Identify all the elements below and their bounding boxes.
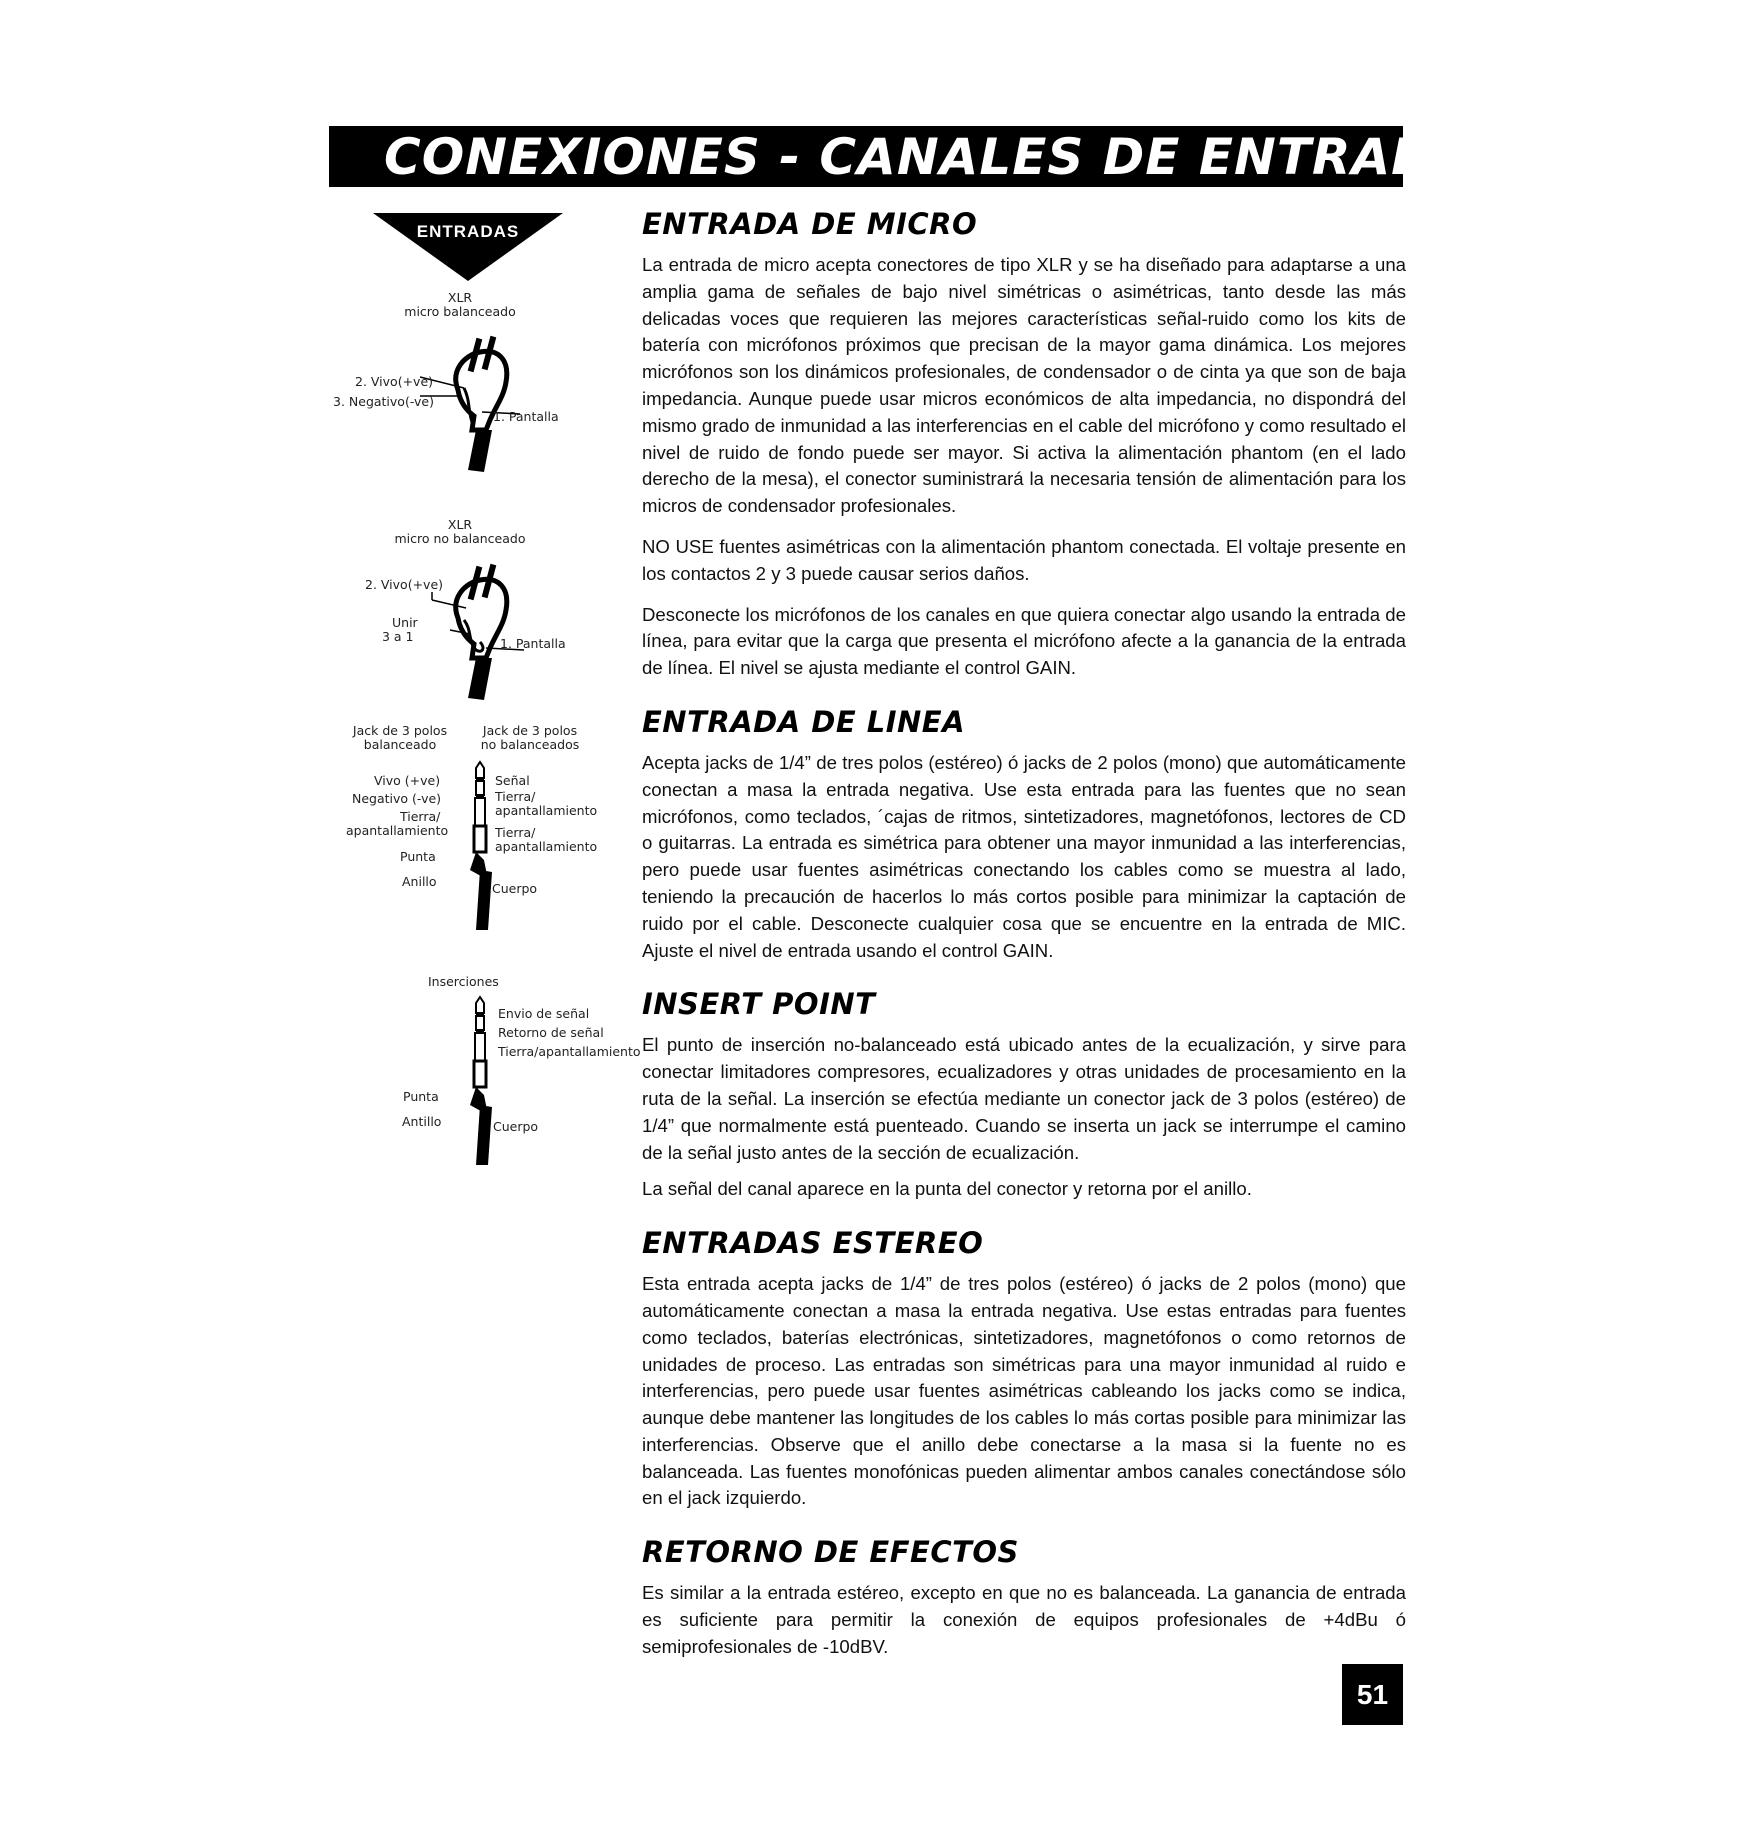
ins-envio-label: Envio de señal [498,1006,590,1021]
ins-antillo-label: Antillo [402,1114,442,1129]
jack-tierra-left-label-2: apantallamiento [346,823,449,838]
ins-cuerpo-label: Cuerpo [493,1119,539,1134]
section-title-estereo: ENTRADAS ESTEREO [642,1226,984,1261]
jack-tierra-r2-label-2: apantallamiento [495,839,598,854]
ins-retorno-label: Retorno de señal [498,1025,604,1040]
section-title-insert: INSERT POINT [642,987,876,1022]
jack-punta-label: Punta [400,849,436,864]
micro-paragraph-2: NO USE fuentes asimétricas con la alimentación phantom conectada. El voltaje presente en los contactos 2 y 3 puede causar serios daños. [642,535,1406,584]
main-content [642,206,1406,1661]
xlr-unbal-unir-label-1: Unir [392,615,418,630]
xlr-bal-title-2: micro balanceado [404,304,516,319]
entradas-label: ENTRADAS [416,222,520,241]
jack-tierra-r1-label-1: Tierra/ [495,789,536,804]
page-title-bar [329,126,1474,187]
xlr-bal-title-1: XLR [447,290,473,305]
jack-cuerpo-label: Cuerpo [492,881,538,896]
section-title-micro: ENTRADA DE MICRO [642,207,978,241]
page-number: 51 [1342,1664,1403,1725]
jack-unbal-title-2: no balanceados [480,737,580,752]
xlr-unbal-title-2: micro no balanceado [394,531,526,546]
jack-tierra-r1-label-2: apantallamiento [495,803,598,818]
jack-tierra-r2-label-1: Tierra/ [495,825,536,840]
insert-jack-connector-icon [440,995,520,1175]
jack-vivo-label: Vivo (+ve) [374,773,441,788]
jack-unbal-title-1: Jack de 3 polos [482,723,578,738]
micro-paragraph-3: Desconecte los micrófonos de los canales en que quiera conectar algo usando la entrada de línea, para evitar que la carga que presenta el micrófono afecte a la ganancia de la entrada de línea. El nivel se ajusta mediante el control GAIN. [642,603,1406,679]
xlr-bal-pantalla-label: 1. Pantalla [493,409,559,424]
page-title: CONEXIONES - CANALES DE ENTRADA [384,128,1474,186]
ins-tierra-label: Tierra/apantallamiento [498,1044,641,1059]
section-title-linea: ENTRADA DE LINEA [642,704,966,739]
xlr-unbal-vivo-label: 2. Vivo(+ve) [365,577,444,592]
insert-paragraph-2: La señal del canal aparece en la punta del conector y retorna por el anillo. [642,1178,1252,1200]
estereo-paragraph-1: Esta entrada acepta jacks de 1/4” de tres polos (estéreo) ó jacks de 2 polos (mono) que automáticamente conectan a masa la entrada negativa. Use estas entradas para fuentes como teclados, baterías electrónicas, sintetizadores, magnetófonos o como retornos de unidades de proceso. Las entradas son simétricas para una mayor inmunidad al ruido e interferencias, pero puede usar fuentes asimétricas cableando los jacks como se indica, aunque debe mantener las longitudes de los cables lo más cortas posible para minimizar las interferencias. Observe que el anillo debe conectarse a la masa si la fuente no es balanceada. Las fuentes monofónicas pueden alimentar ambos canales conectándose sólo en el jack izquierdo. [642,1273,1406,1509]
jack-tierra-left-label-1: Tierra/ [400,809,441,824]
micro-paragraph-1: La entrada de micro acepta conectores de tipo XLR y se ha diseñado para adaptarse a una amplia gama de señales de bajo nivel simétricas o asimétricas, tanto desde las más delicadas voces que requieren las mejores características señal-ruido como los kits de batería con micrófonos próximos que precisan de la mayor gama dinámica. Los mejores micrófonos son los dinámicos profesionales, de condensador o de cinta ya que son de baja impedancia. Aunque puede usar micros económicos de alta impedancia, no dispondrá del mismo grado de inmunidad a las interferencias en el cable del micrófono y como resultado el nivel de ruido de fondo puede ser mayor. Si activa la alimentación phantom (en el lado derecho de la mesa), el conector suministrará la necesaria tensión de alimentación para los micros de condensador profesionales. [642,254,1406,517]
xlr-unbal-title-1: XLR [447,517,473,532]
xlr-unbal-unir-label-2: 3 a 1 [382,629,414,644]
section-title-efectos: RETORNO DE EFECTOS [642,1535,1019,1570]
xlr-unbal-pantalla-label: 1. Pantalla [500,636,566,651]
xlr-bal-vivo-label: 2. Vivo(+ve) [355,374,434,389]
jack-bal-title-2: balanceado [363,737,437,752]
jack-negativo-label: Negativo (-ve) [352,791,442,806]
ins-punta-label: Punta [403,1089,439,1104]
efectos-paragraph-1: Es similar a la entrada estéreo, excepto en que no es balanceada. La ganancia de entrada es suficiente para permitir la conexión de equipos profesionales de +4dBu ó semiprofesionales de -10dBV. [642,1582,1406,1657]
insert-paragraph-1: El punto de inserción no-balanceado está ubicado antes de la ecualización, y sirve para conectar limitadores compresores, ecualizadores y otras unidades de procesamiento en la ruta de la señal. La inserción se efectúa mediante un conector jack de 3 polos (estéreo) de 1/4” que normalmente está puenteado. Cuando se inserta un jack se interrumpe el camino de la señal justo antes de la sección de ecualización. [642,1034,1406,1163]
inserciones-title: Inserciones [428,974,499,989]
linea-paragraph-1: Acepta jacks de 1/4” de tres polos (estéreo) ó jacks de 2 polos (mono) que automáticamente conectan a masa la entrada negativa. Use esta entrada para las fuentes que no sean micrófonos, como teclados, ´cajas de ritmos, sintetizadores, magnetófonos, lectores de CD o guitarras. La entrada es simétrica para obtener una mayor inmunidad a las interferencias, pero puede usar fuentes asimétricas conectando los cables como se muestra al lado, teniendo la precaución de hacerlos lo más cortos posible para minimizar la captación de ruido por el cable. Desconecte cualquier cosa que se encuentre en la entrada de MIC. Ajuste el nivel de entrada usando el control GAIN. [642,751,1406,961]
jack-bal-title-1: Jack de 3 polos [352,723,448,738]
xlr-bal-negativo-label: 3. Negativo(-ve) [333,394,434,409]
jack-anillo-label: Anillo [402,874,437,889]
jack-senal-label: Señal [495,773,530,788]
xlr-balanced-connector-icon [420,330,540,480]
